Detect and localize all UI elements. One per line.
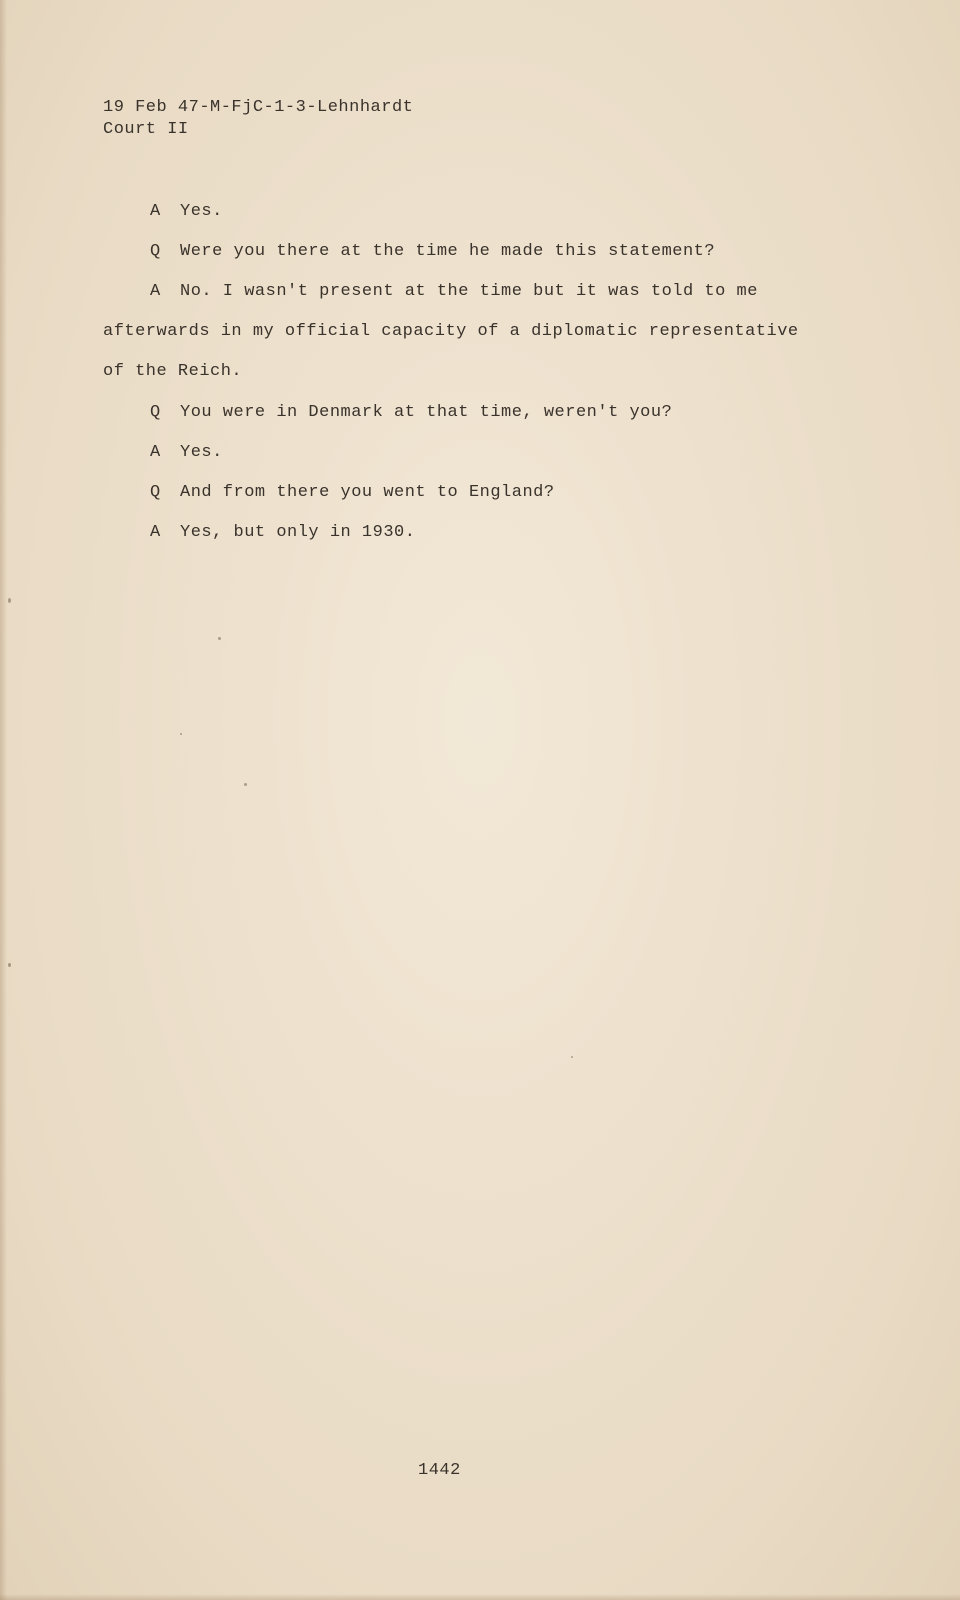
- line-text: Yes, but only in 1930.: [180, 523, 416, 542]
- paper-fleck: [244, 783, 247, 786]
- paper-edge-shadow: [0, 0, 7, 1600]
- paper-fleck: [8, 598, 11, 603]
- transcript-line: [150, 403, 672, 423]
- transcript-line: [150, 483, 555, 503]
- page-number: 1442: [418, 1461, 461, 1480]
- line-text: You were in Denmark at that time, weren't you?: [180, 403, 673, 422]
- speaker-label: Q: [150, 242, 161, 261]
- paper-bottom-shadow: [0, 1594, 960, 1600]
- line-text: Were you there at the time he made this statement?: [180, 242, 716, 261]
- speaker-label: A: [150, 282, 161, 301]
- paper-fleck: [571, 1056, 573, 1058]
- transcript-continuation: afterwards in my official capacity of a diplomatic representative: [103, 322, 799, 341]
- line-text: And from there you went to England?: [180, 483, 555, 502]
- paper-fleck: [218, 637, 221, 640]
- transcript-line: [150, 523, 415, 543]
- transcript-line: [150, 202, 223, 222]
- transcript-line: [150, 443, 223, 463]
- transcript-line: [150, 242, 715, 262]
- line-text: Yes.: [180, 202, 223, 221]
- transcript-continuation: of the Reich.: [103, 362, 243, 381]
- speaker-label: Q: [150, 483, 161, 502]
- header-court: Court II: [103, 120, 189, 139]
- speaker-label: A: [150, 523, 161, 542]
- line-text: No. I wasn't present at the time but it was told to me: [180, 282, 758, 301]
- paper-fleck: [180, 733, 182, 735]
- speaker-label: Q: [150, 403, 161, 422]
- header-reference: 19 Feb 47-M-FjC-1-3-Lehnhardt: [103, 98, 414, 117]
- line-text: Yes.: [180, 443, 223, 462]
- paper-fleck: [8, 963, 11, 967]
- speaker-label: A: [150, 443, 161, 462]
- speaker-label: A: [150, 202, 161, 221]
- transcript-line: [150, 282, 758, 302]
